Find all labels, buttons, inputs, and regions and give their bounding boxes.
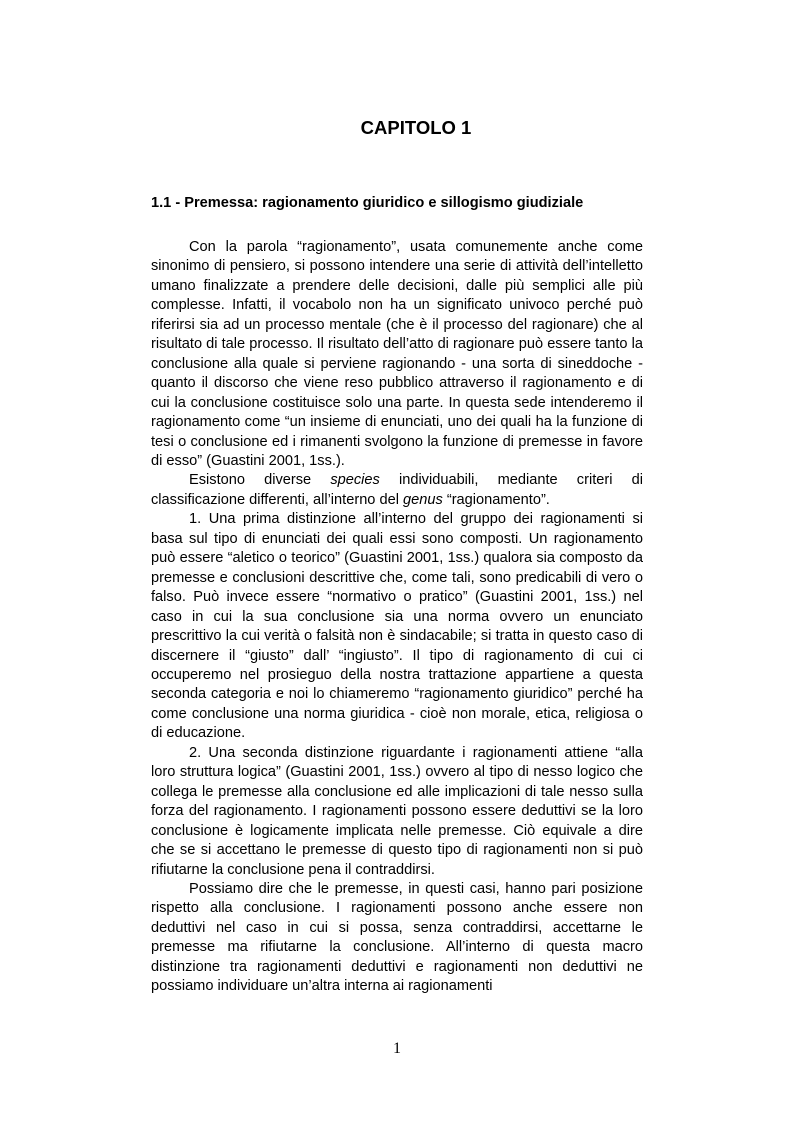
- body-text: [151, 238, 643, 997]
- paragraph-3: 1. Una prima distinzione all’interno del gruppo dei ragionamenti si basa sul tipo di enunciati dei quali essi sono composti. Un ragionamento può essere “aletico o teorico” (Guastini 2001, 1ss.) qualora sia composto da premesse e conclusioni descrittive che, come tali, sono predicabili di vero o falso. Può invece essere “normativo o pratico” (Guastini 2001, 1ss.) nel caso in cui la sua conclusione sia una norma ovvero un enunciato prescrittivo la cui verità o falsità non è sindacabile; si tratta in questo caso di discernere il “giusto” dall’ “ingiusto”. Il tipo di ragionamento di cui ci occuperemo nel prosieguo della nostra trattazione appartiene a questa seconda categoria e noi lo chiameremo “ragionamento giuridico” perché ha come conclusione una norma giuridica - cioè non morale, etica, religiosa o di educazione.: [151, 511, 643, 742]
- paragraph-2-text-b: individuabili, mediante criteri di classificazione differenti, all’interno del: [151, 472, 643, 508]
- paragraph-2-text-c: “ragionamento”.: [442, 491, 550, 508]
- paragraph-2-species-term: species: [330, 472, 380, 489]
- page-number: 1: [393, 1040, 401, 1057]
- paragraph-5: Possiamo dire che le premesse, in questi casi, hanno pari posizione rispetto alla conclusione. I ragionamenti possono anche essere non deduttivi nel caso in cui si possa, senza contraddirsi, accettarne le premesse ma rifiutarne la conclusione. All’interno di questa macro distinzione tra ragionamenti deduttivi e ragionamenti non deduttivi ne possiamo individuare un’altra interna ai ragionamenti: [151, 880, 643, 995]
- chapter-title: CAPITOLO 1: [360, 117, 472, 138]
- paragraph-1: Con la parola “ragionamento”, usata comunemente anche come sinonimo di pensiero, si possono intendere una serie di attività dell’intelletto umano finalizzate a prendere delle decisioni, dalle più semplici alle più complesse. Infatti, il vocabolo non ha un significato univoco perché può riferirsi sia ad un processo mentale (che è il processo del ragionare) che al risultato di tale processo. Il risultato dell’atto di ragionare può essere tanto la conclusione alla quale si perviene ragionando - una sorta di sineddoche - quanto il discorso che viene reso pubblico attraverso il ragionamento e di cui la conclusione costituisce solo una parte. In questa sede intenderemo il ragionamento come “un insieme di enunciati, uno dei quali ha la funzione di tesi o conclusione ed i rimanenti svolgono la funzione di premesse in favore di esso” (Guastini 2001, 1ss.).: [151, 239, 643, 469]
- section-heading: 1.1 - Premessa: ragionamento giuridico e sillogismo giudiziale: [151, 195, 584, 211]
- paragraph-2-text-a: Esistono diverse: [189, 472, 331, 489]
- paragraph-4: 2. Una seconda distinzione riguardante i ragionamenti attiene “alla loro struttura logica” (Guastini 2001, 1ss.) ovvero al tipo di nesso logico che collega le premesse alla conclusione ed alle implicazioni di tale nesso sulla forza del ragionamento. I ragionamenti possono essere deduttivi se la loro conclusione è logicamente implicata nelle premesse. Ciò equivale a dire che se si accettano le premesse di questo tipo di ragionamenti non si può rifiutarne la conclusione pena il contraddirsi.: [151, 744, 643, 878]
- paragraph-2-genus-term: genus: [403, 491, 443, 508]
- paragraph-2: [151, 471, 643, 510]
